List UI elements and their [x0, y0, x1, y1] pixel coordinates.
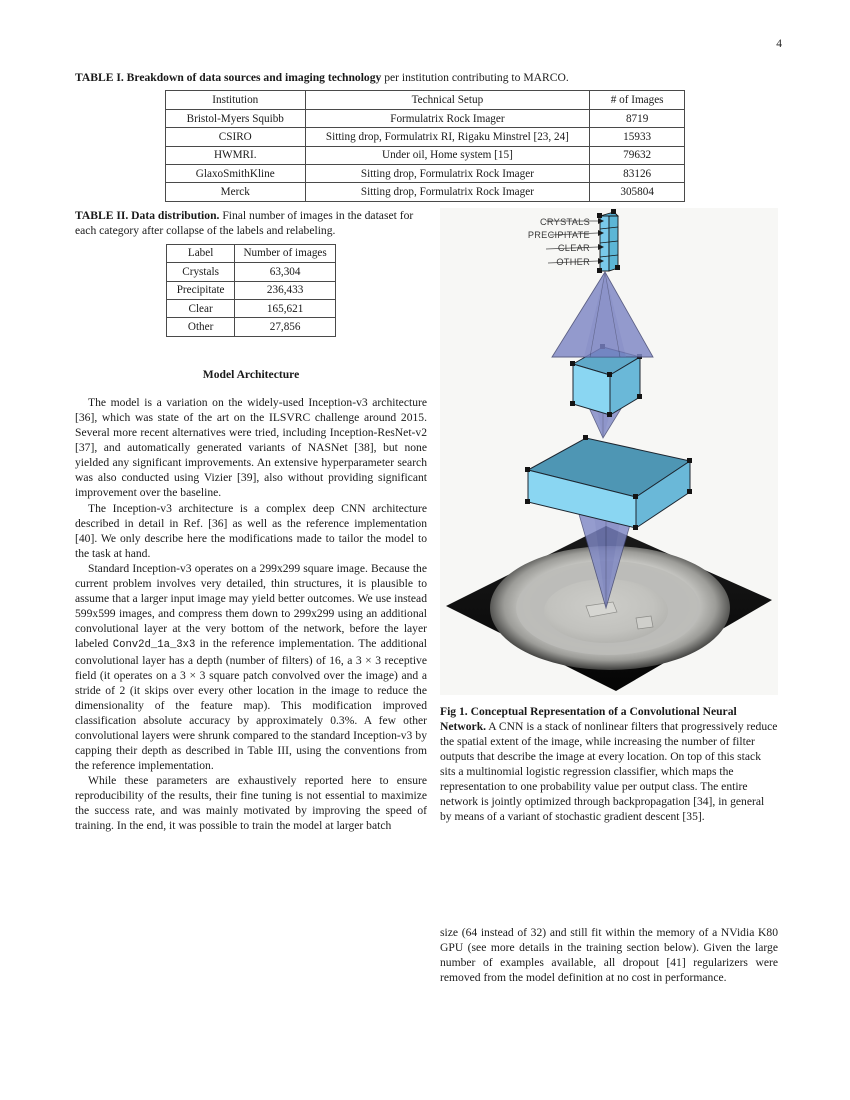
- table-2-cell: 165,621: [235, 300, 336, 318]
- paragraph: While these parameters are exhaustively reported here to ensure reproducibility of the results, their fine tuning is not essential to maximize the success rate, and was mainly motivated by improving the speed of training. In the end, it was possible to train the model at larger batch: [75, 774, 427, 833]
- table-1-cell: Sitting drop, Formulatrix RI, Rigaku Minstrel [23, 24]: [305, 128, 590, 146]
- right-column-bottom: [440, 925, 778, 985]
- table-1-cell: Under oil, Home system [15]: [305, 146, 590, 164]
- table-2-caption-bold: TABLE II. Data distribution.: [75, 209, 220, 222]
- class-label-crystals: CRYSTALS: [539, 217, 590, 227]
- table-2-cell: Precipitate: [167, 281, 235, 299]
- section-heading-model-architecture: Model Architecture: [202, 368, 300, 381]
- table-row: [167, 281, 336, 299]
- table-1-header-institution: Institution: [166, 91, 306, 110]
- table-row: [166, 128, 685, 146]
- table-1-cell: Bristol-Myers Squibb: [166, 110, 306, 128]
- table-1-header-setup: Technical Setup: [305, 91, 590, 110]
- table-row: [167, 300, 336, 318]
- figure-1-block: [440, 208, 778, 825]
- table-2: [166, 244, 336, 337]
- table-2-caption-rest: Final number of images in the dataset for each category after collapse of the labels and relabeling.: [75, 209, 414, 238]
- table-1: [165, 90, 685, 201]
- paragraph-with-code: [75, 561, 427, 773]
- table-row: [166, 146, 685, 164]
- table-2-header-number: Number of images: [235, 244, 336, 263]
- table-2-cell: Clear: [167, 300, 235, 318]
- table-1-cell: Sitting drop, Formulatrix Rock Imager: [305, 165, 590, 183]
- table-1-cell: 15933: [590, 128, 685, 146]
- table-1-cell: 305804: [590, 183, 685, 201]
- figure-1-image: [440, 208, 778, 695]
- table-1-block: [75, 70, 775, 202]
- table-row: [167, 318, 336, 336]
- class-label-clear: CLEAR: [557, 243, 590, 254]
- class-label-precipitate: PRECIPITATE: [527, 230, 590, 241]
- table-2-cell: Crystals: [167, 263, 235, 281]
- table-row: [166, 183, 685, 201]
- table-1-cell: Merck: [166, 183, 306, 201]
- table-2-cell: 63,304: [235, 263, 336, 281]
- conv-slab: [525, 435, 692, 530]
- table-2-header-row: [167, 244, 336, 263]
- table-1-cell: 8719: [590, 110, 685, 128]
- figure-1-caption-rest: A CNN is a stack of nonlinear filters that progressively reduce the spatial extent of the image, while increasing the number of filter outputs that describe the image at every location. On top of this stack sits a multinomial logistic regression classifier, which maps the representation to one probability value per output class. The entire network is jointly optimized through backpropagation [34], in general by means of a variant of stochastic gradient descent [35].: [440, 720, 778, 824]
- output-probability-column: [597, 209, 620, 273]
- table-1-cell: GlaxoSmithKline: [166, 165, 306, 183]
- paragraph-part-after-code: in the reference implementation. The additional convolutional layer has a depth (number of filters) of 16, a 3 × 3 receptive field (it operates on a 3 × 3 square patch convolved over the image) and a stride of 2 (it skips over every other location in the image to reduce the dimensionality of the feature map). This modification improved classification absolute accuracy by approximately 0.3%. A few other convolutional layers were shrunk compared to the standard Inception-v3 by capping their depth as described in Table III, using the conventions from the reference implementation.: [75, 637, 428, 772]
- table-2-block: [75, 208, 427, 337]
- table-1-cell: HWMRI.: [166, 146, 306, 164]
- table-2-header-label: Label: [167, 244, 235, 263]
- table-1-cell: 79632: [590, 146, 685, 164]
- table-1-caption: [75, 70, 775, 85]
- figure-1-caption: [440, 704, 778, 825]
- table-1-cell: CSIRO: [166, 128, 306, 146]
- paragraph: The Inception-v3 architecture is a complex deep CNN architecture described in detail in Ref. [36] as well as the reference implementation [40]. We only describe here the modifications made to tailor the model to the task at hand.: [75, 501, 427, 560]
- table-row: [166, 110, 685, 128]
- table-row: [166, 165, 685, 183]
- table-1-caption-bold: TABLE I. Breakdown of data sources and imaging technology: [75, 71, 382, 84]
- page-number: 4: [776, 38, 782, 50]
- paragraph: The model is a variation on the widely-used Inception-v3 architecture [36], which was state of the art on the ILSVRC challenge around 2015. Several more recent alternatives were tried, including Inception-ResNet-v2 [37], and automatically generated variants of NASNet [38], but none yielded any significant improvements. An extensive hyperparameter search was also conducted using Vizier [39], also without providing significant improvement over the baseline.: [75, 396, 427, 499]
- table-1-cell: 83126: [590, 165, 685, 183]
- paragraph: size (64 instead of 32) and still fit within the memory of a NVidia K80 GPU (see more details in the training section below). Given the large number of examples available, all dropout [41] regularizers were removed from the model definition at no cost in performance.: [440, 926, 778, 984]
- paragraph-part-before-code: Standard Inception-v3 operates on a 299x299 square image. Because the current problem involves very detailed, thin structures, it is plausible to assume that a larger input image may yield better outcomes. We use instead 599x599 images, and compress them down to 299x299 using an additional convolutional layer at the very bottom of the network, before the layer labeled: [75, 562, 427, 650]
- table-1-cell: Sitting drop, Formulatrix Rock Imager: [305, 183, 590, 201]
- table-row: [167, 263, 336, 281]
- cone-upper: [552, 272, 653, 357]
- table-1-cell: Formulatrix Rock Imager: [305, 110, 590, 128]
- left-column-body: [75, 368, 427, 833]
- inline-code-conv2d: Conv2d_1a_3x3: [112, 639, 196, 651]
- table-1-header-count: # of Images: [590, 91, 685, 110]
- output-class-labels: [440, 216, 590, 269]
- table-1-caption-rest: per institution contributing to MARCO.: [381, 71, 569, 84]
- table-2-cell: Other: [167, 318, 235, 336]
- class-label-other: OTHER: [556, 256, 590, 267]
- figure-1-caption-bold: Fig 1. Conceptual Representation of a Convolutional Neural Network.: [440, 705, 737, 734]
- table-2-caption: [75, 208, 427, 239]
- crystal-chip-small: [636, 616, 653, 629]
- table-1-header-row: [166, 91, 685, 110]
- table-2-cell: 27,856: [235, 318, 336, 336]
- cnn-diagram-svg: [440, 208, 778, 695]
- table-2-cell: 236,433: [235, 281, 336, 299]
